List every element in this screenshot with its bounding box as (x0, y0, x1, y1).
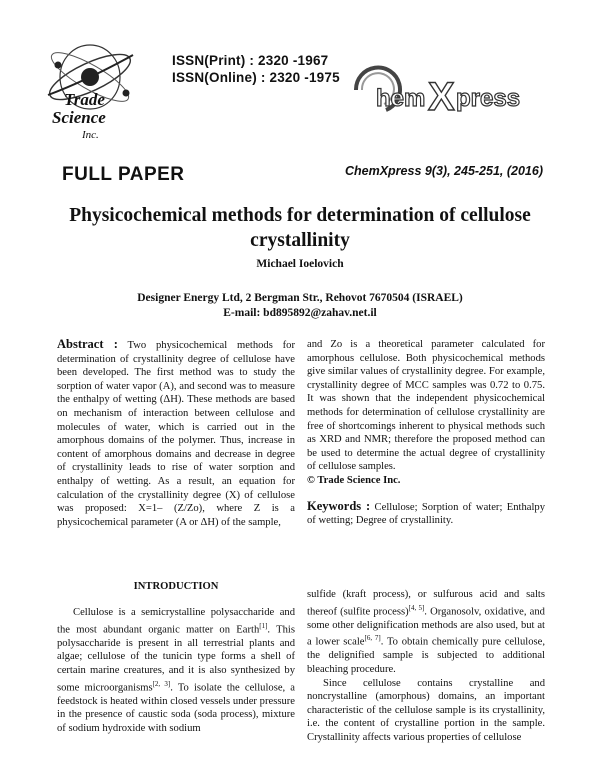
affiliation: Designer Energy Ltd, 2 Bergman Str., Rehovot 7670504 (ISRAEL) (137, 292, 463, 304)
email[interactable]: E-mail: bd895892@zahav.net.il (223, 307, 377, 319)
logo-text-x: X (428, 75, 455, 118)
author: Michael Ioelovich (256, 258, 344, 270)
keywords-text: Cellulose; Sorption of water; Enthalpy of wetting; Degree of crystallinity. (307, 501, 545, 527)
intro-left-column (57, 606, 295, 735)
logo-text-trade: Trade (64, 90, 105, 109)
affiliation-block (40, 291, 560, 321)
logo-text-inc: Inc. (82, 129, 99, 141)
abstract-left-column (57, 338, 295, 529)
citation-ref[interactable]: [4, 5] (408, 603, 425, 612)
section-label: FULL PAPER (62, 164, 185, 185)
abstract-text-left: Two physicochemical methods for determination of crystallinity degree of cellulose have been developed. The first method was to study the sorption of water vapor (A), and second was to measure the enthalpy of wetting (ΔH). These methods are based on mechanism of interaction between cellulose and molecules of water, which is carried out in the amorphous domains of the polymer. Thus, increase in content of amorphous domains and decrease in degree of crystallinity leads to rise of water sorption and enthalpy of wetting. As a result, an equation for calculation of the crystallinity degree (X) of cellulose was proposed: X=1– (Z/Zo), where Z is a physicochemical parameter (A or ΔH) of the sample, (57, 340, 295, 528)
intro-right-paragraph-2: Since cellulose contains crystalline and noncrystalline (amorphous) domains, an important characteristic of the cellulose sample is its crystallinity, i.e. the content of crystalline portion in the sample. Crystallinity affects various properties of cellulose (307, 677, 545, 743)
citation-ref[interactable]: [2, 3] (152, 679, 171, 688)
intro-text-c: . To isolate the cellulose, a feedstock is heated within closed vessels under pressure in the presence of caustic soda (soda process), mixture of sodium hydroxide with sodium (57, 682, 296, 734)
keywords-label: Keywords : (307, 498, 371, 513)
intro-right-text-a: sulfide (kraft process), or sulfurous acid and salts thereof (sulfite process) (307, 589, 545, 618)
intro-text-a: Cellulose is a semicrystalline polysaccharide and the most abundant organic matter on Earth (57, 607, 295, 636)
trade-science-logo (38, 35, 153, 145)
logo-text-hem: hem (376, 85, 426, 112)
abstract-right-column (307, 338, 545, 528)
intro-right-text-c: . To obtain chemically pure cellulose, the delignified sample is subjected to additional bleaching procedure. (307, 636, 546, 676)
introduction-heading: INTRODUCTION (133, 581, 219, 592)
intro-right-column (307, 588, 545, 745)
abstract-label: Abstract : (57, 337, 118, 351)
issn-print: ISSN(Print) : 2320 -1967 (172, 53, 329, 68)
logo-text-press: press (456, 85, 521, 112)
chemxpress-logo (350, 62, 540, 118)
logo-text-science: Science (52, 108, 106, 127)
citation: ChemXpress 9(3), 245-251, (2016) (344, 164, 543, 178)
intro-right-text-b: . Organosolv, oxidative, and some other delignification methods are also used, but at a lower scale (307, 606, 545, 648)
abstract-text-right: and Zo is a theoretical parameter calculated for amorphous cellulose. Both physicochemical methods give similar values of crystallinity degree. For example, crystallinity degree of MCC samples was 0.72 to 0.75. It was shown that the independent physicochemical methods for determination of cellulose crystallinity are free of shortcomings inherent to physical methods such as XRD and NMR; therefore the proposed method can be used to determine the actual degree of crystallinity of cellulose samples. (307, 339, 545, 473)
paper-title: Physicochemical methods for determination of cellulose crystallinity (69, 205, 531, 251)
copyright: © Trade Science Inc. (307, 474, 401, 486)
citation-ref[interactable]: [6, 7] (364, 634, 381, 643)
citation-ref[interactable]: [1] (259, 621, 268, 630)
issn-online: ISSN(Online) : 2320 -1975 (172, 70, 340, 85)
intro-text-b: . This polysaccharide is present in all terrestrial plants and algae; cellulose of the tunicin type forms a shell of certain marine creatures, and it is also synthesized by some microorganisms (57, 624, 295, 694)
issn-block (172, 52, 340, 86)
